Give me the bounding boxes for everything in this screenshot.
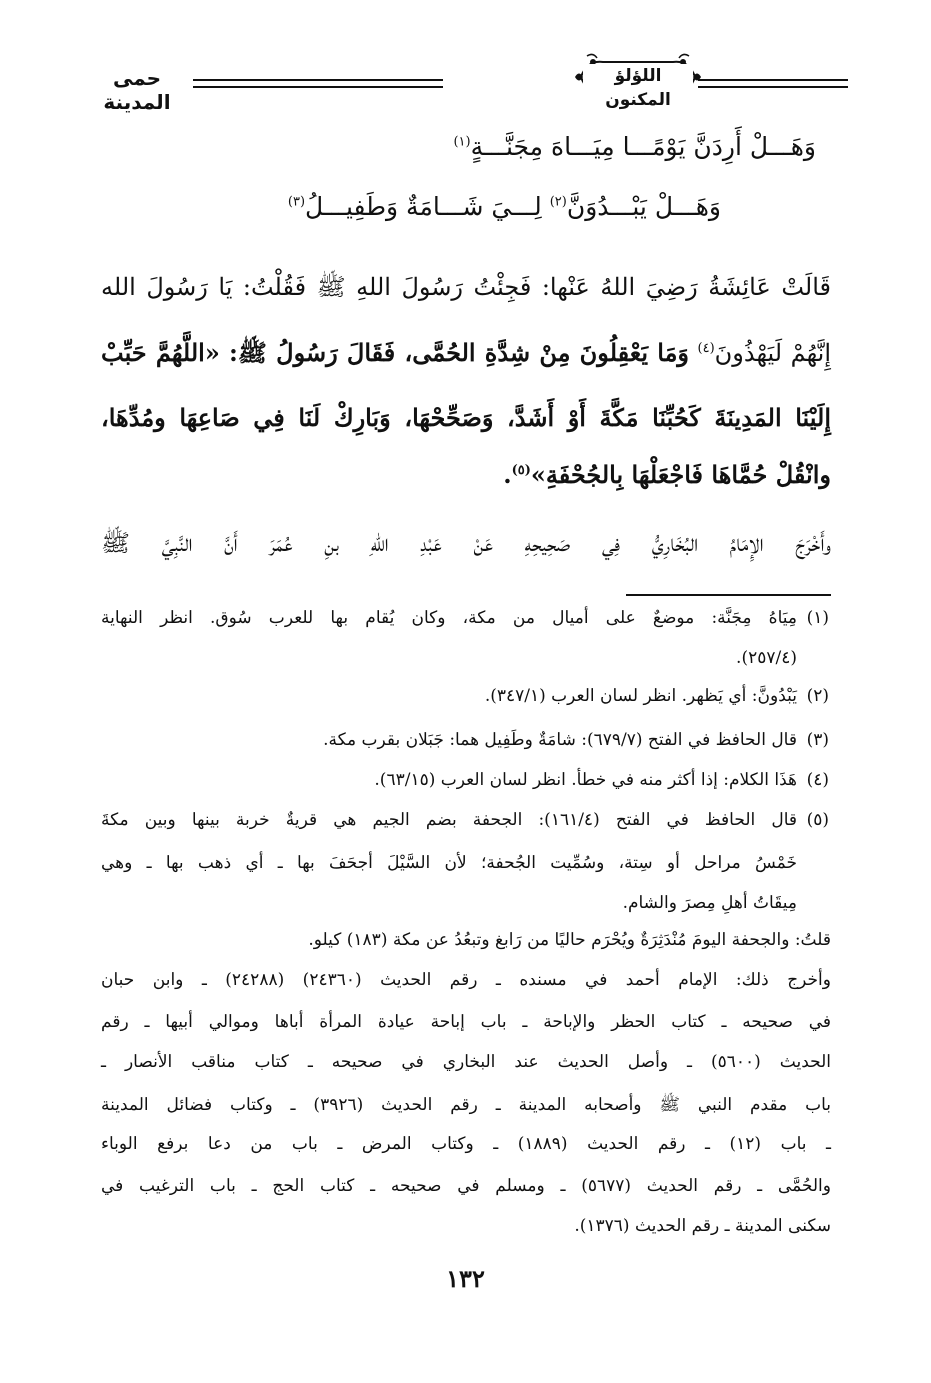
- poem-verse-2: [288, 192, 721, 221]
- footnote-line: في صحيحه ـ كتاب الحظر والإباحة ـ باب إباحة عيادة المرأة أباها وموالي أبيها ـ رقم: [101, 1012, 831, 1032]
- footnote-number: (٢): [806, 686, 829, 706]
- footnote-number: (٣): [806, 730, 829, 750]
- body-text: إِنَّهُمْ لَيَهْذُونَ: [714, 339, 831, 367]
- body-line: قَالَتْ عَائِشَةُ رَضِيَ اللهُ عَنْها: فَجِئْتُ رَسُولَ اللهِ ﷺ فَقُلْتُ: يَا رَسُولَ الله: [101, 273, 831, 301]
- footnote-line: قال الحافظ في الفتح (١٦١/٤): الجحفة بضم الجيم هي قريةٌ خربة بينها وبين مكةَ: [101, 810, 797, 830]
- header-rule-right: [698, 79, 848, 88]
- footnote-line: خَمْسُ مراحل أو سِتة، وسُمِّيت الجُحفة؛ لأن السَّيْلَ أجحَفَ بها ـ أي ذهب بها ـ وهي: [101, 853, 797, 873]
- footnote-line: الحديث (٥٦٠٠) ـ وأصل الحديث عند البخاري في صحيحه ـ كتاب مناقب الأنصار ـ: [101, 1052, 831, 1072]
- verse-text: وَهَـــلْ أَرِدَنَّ يَوْمًـــا مِيَـــاهَ مِجَنَّـــةٍ: [470, 132, 816, 161]
- footnote-line: وأخرج ذلك: الإمام أحمد في مسنده ـ رقم الحديث (٢٤٣٦٠) (٢٤٢٨٨) ـ وابن حبان: [101, 970, 831, 990]
- hadith-text: وانْقُلْ حُمَّاهَا فَاجْعَلْهَا بِالجُحْفَةِ»: [530, 460, 831, 489]
- footnote-line: مِيَاهُ مِجَنَّة: موضعٌ على أميال من مكة، وكان يُقام بها للعرب سُوق. انظر النهاية: [101, 608, 797, 628]
- footnote-line: يَبْدُونَّ: أي يَظهر. انظر لسان العرب (٣٤٧/١).: [484, 686, 797, 706]
- footnote-line: هَذَا الكلام: إذا أكثر منه في خطأ. انظر لسان العرب (٦٣/١٥).: [374, 770, 797, 790]
- footnote-line: ـ باب (١٢) ـ رقم الحديث (١٨٨٩) ـ وكتاب المرض ـ باب من دعا برفع الوباء: [101, 1134, 831, 1154]
- footnote-line: سكنى المدينة ـ رقم الحديث (١٣٧٦).: [574, 1216, 831, 1236]
- hadith-line: [101, 460, 831, 489]
- footnote-ref-1: (١): [453, 134, 471, 150]
- book-title-cartouche: [573, 52, 703, 110]
- footnote-line: مِيقَاتُ أهلِ مِصرَ والشام.: [622, 893, 797, 913]
- footnote-number: (١): [806, 608, 829, 628]
- verse-text: وَهَـــلْ يَبْـــدُوَنَّ: [566, 192, 721, 221]
- footnote-number: (٤): [806, 770, 829, 790]
- footnote-separator: [626, 594, 831, 596]
- chapter-title: حمى المدينة: [103, 66, 171, 114]
- running-header: [78, 52, 858, 114]
- book-title: اللؤلؤ المكنون: [583, 64, 693, 112]
- footnote-ref-5: (٥): [511, 463, 531, 478]
- body-line: [101, 338, 831, 373]
- hadith-line: إِلَيْنَا المَدِينَةَ كَحُبِّنَا مَكَّةَ أَوْ أَشَدَّ، وَصَحِّحْهَا، وَبَارِكْ لَنَا فِي صَاعِهَا ومُدِّهَا،: [101, 403, 831, 432]
- footnote-ref-4: (٤): [697, 341, 715, 356]
- footnote-ref-3: (٣): [287, 194, 306, 210]
- header-rule-left: [193, 79, 443, 88]
- body-text: .: [503, 460, 512, 489]
- footnote-line: قال الحافظ في الفتح (٦٧٩/٧): شامَةٌ وطَفِيل هما: جَبَلان بقرب مكة.: [323, 730, 797, 750]
- footnote-line: والحُمَّى ـ رقم الحديث (٥٦٧٧) ـ ومسلم في صحيحه ـ كتاب الحج ـ باب الترغيب في: [101, 1176, 831, 1196]
- verse-text: لِـــيَ شَـــامَةٌ وَطَفِيـــلُ: [305, 192, 542, 221]
- footnote-line: قلتُ: والجحفة اليومَ مُنْدَثِرَةٌ ويُحْرَم حاليًا من رَابغ وتبعُدُ عن مكة (١٨٣) كيلو.: [308, 930, 831, 950]
- footnote-line: باب مقدم النبي ﷺ وأصحابه المدينة ـ رقم الحديث (٣٩٢٦) ـ وكتاب فضائل المدينة: [101, 1095, 831, 1115]
- footnote-line: (٢٥٧/٤).: [736, 648, 797, 668]
- poem-verse-1: [453, 132, 816, 161]
- footnote-number: (٥): [806, 810, 829, 830]
- body-text: وَمَا يَعْقِلُونَ مِنْ شِدَّةِ الحُمَّى، فَقَالَ رَسُولُ ﷺ: «اللَّهُمَّ حَبِّبْ: [101, 338, 690, 367]
- page-number: ١٣٢: [446, 1264, 485, 1293]
- footnote-ref-2: (٢): [549, 194, 567, 210]
- body-line: وأَخْرَجَ الإِمَامُ البُخَارِيُّ فِي صَحِيحِهِ عَنْ عَبْدِ اللهِ بنِ عُمَرَ أَنَّ النَّبِيَّ ﷺ: [101, 529, 831, 557]
